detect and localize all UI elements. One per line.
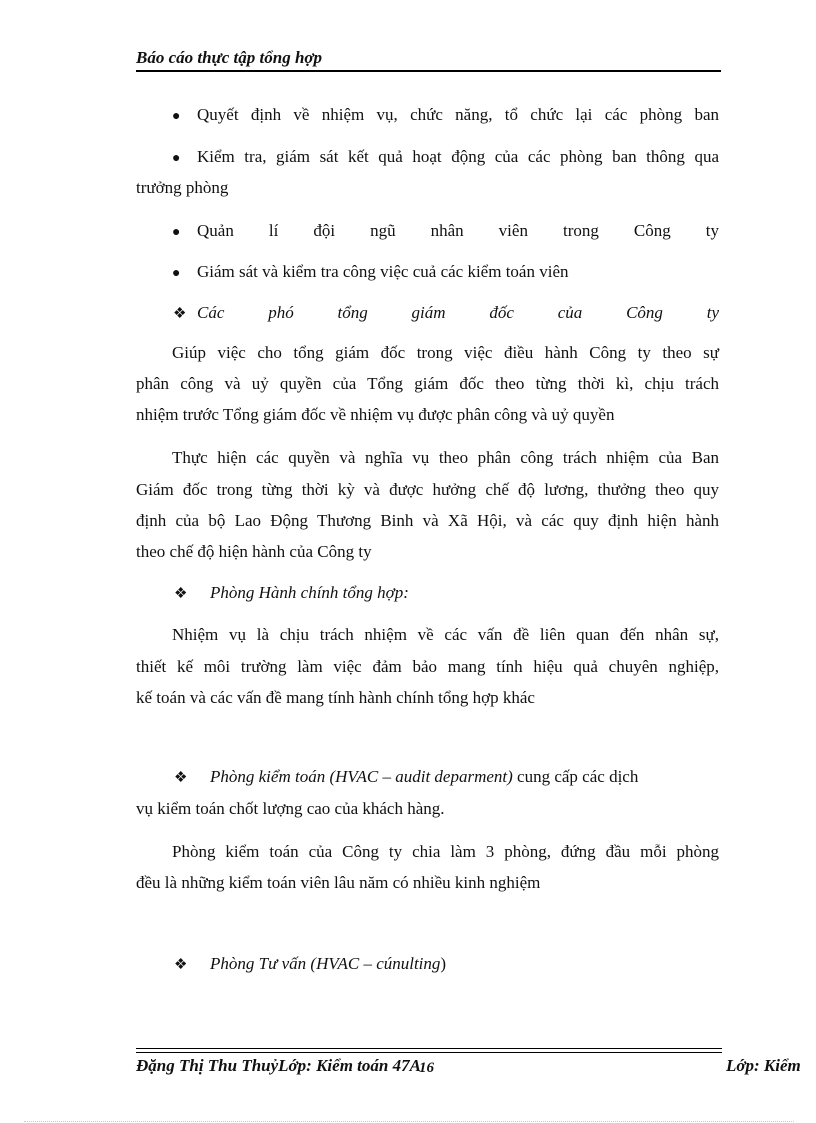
page-header-title: Báo cáo thực tập tổng hợp	[136, 48, 721, 72]
section-heading: Các phó tổng giám đốc của Công ty	[197, 303, 719, 322]
paragraph-line: nhiệm trước Tổng giám đốc về nhiệm vụ được phân công và uỷ quyền	[136, 405, 615, 424]
paragraph-line: định của bộ Lao Động Thương Binh và Xã Hội, và các quy định hiện hành	[136, 511, 719, 530]
bullet-dot-icon: ●	[172, 151, 181, 166]
paragraph-line: vụ kiểm toán chốt lượng cao của khách hàng.	[136, 799, 445, 818]
page-bottom-divider	[24, 1121, 794, 1122]
paragraph-line: Giúp việc cho tổng giám đốc trong việc điều hành Công ty theo sự	[172, 343, 719, 362]
four-diamond-icon: ❖	[173, 306, 187, 322]
footer-rule	[136, 1052, 722, 1053]
section-heading: Phòng Tư vấn (HVAC – cúnulting	[210, 954, 441, 973]
paragraph-line: Thực hiện các quyền và nghĩa vụ theo phân công trách nhiệm của Ban	[172, 448, 719, 467]
footer-page-number: 16	[419, 1060, 434, 1076]
bullet-item-continuation: trưởng phòng	[136, 178, 229, 197]
section-heading-rest: cung cấp các dịch	[512, 767, 639, 786]
four-diamond-icon: ❖	[174, 957, 188, 973]
four-diamond-icon: ❖	[174, 770, 188, 786]
bullet-item: Giám sát và kiểm tra công việc cuả các kiểm toán viên	[197, 262, 569, 281]
bullet-item: Kiểm tra, giám sát kết quả hoạt động của các phòng ban thông qua	[197, 147, 719, 166]
paragraph-line: đều là những kiểm toán viên lâu năm có nhiều kinh nghiệm	[136, 873, 541, 892]
footer-rule	[136, 1048, 722, 1049]
paragraph-line: kế toán và các vấn đề mang tính hành chính tổng hợp khác	[136, 688, 535, 707]
section-heading: Phòng Hành chính tổng hợp:	[210, 583, 409, 602]
paragraph-line: Giám đốc trong từng thời kỳ và được hưởng chế độ lương, thưởng theo quy	[136, 480, 719, 499]
bullet-item: Quyết định về nhiệm vụ, chức năng, tổ chức lại các phòng ban	[197, 105, 719, 124]
paragraph-line: Phòng kiểm toán của Công ty chia làm 3 phòng, đứng đầu mỗi phòng	[172, 842, 719, 861]
paragraph-line: theo chế độ hiện hành của Công ty	[136, 542, 372, 561]
four-diamond-icon: ❖	[174, 586, 188, 602]
section-heading: Phòng kiểm toán (HVAC – audit deparment)	[210, 767, 513, 786]
bullet-dot-icon: ●	[172, 109, 181, 124]
paragraph-line: Nhiệm vụ là chịu trách nhiệm về các vấn đề liên quan đến nhân sự,	[172, 625, 719, 644]
bullet-item: Quản lí đội ngũ nhân viên trong Công ty	[197, 221, 719, 240]
paragraph-line: phân công và uỷ quyền của Tổng giám đốc theo từng thời kì, chịu trách	[136, 374, 719, 393]
section-heading-line	[210, 767, 638, 787]
section-heading-line	[210, 954, 446, 974]
paragraph-line: thiết kế môi trường làm việc đảm bảo mang tính hiệu quả chuyên nghiệp,	[136, 657, 719, 676]
bullet-dot-icon: ●	[172, 266, 181, 281]
section-heading-close: )	[440, 954, 447, 973]
footer-class: Lớp: Kiểm	[726, 1056, 801, 1075]
bullet-dot-icon: ●	[172, 225, 181, 240]
footer-author: Đặng Thị Thu ThuỷLớp: Kiểm toán 47A	[136, 1056, 421, 1075]
